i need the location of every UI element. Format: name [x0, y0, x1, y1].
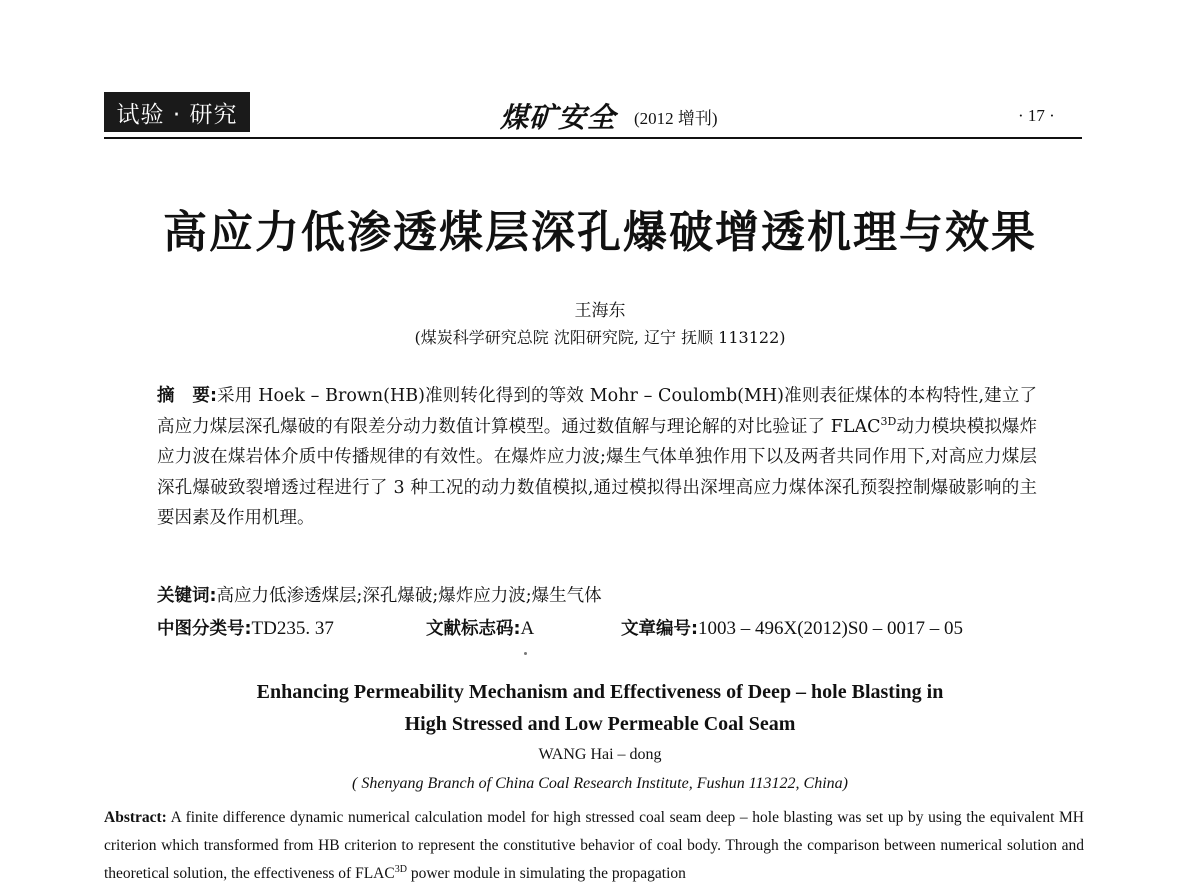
- abstract-en-label: Abstract:: [104, 809, 167, 826]
- affiliation-en: ( Shenyang Branch of China Coal Research Institute, Fushun 113122, China): [352, 775, 848, 792]
- abstract-en: [104, 804, 1084, 888]
- abstract-cn-label: 摘 要:: [157, 386, 217, 406]
- clc-value: TD235. 37: [251, 618, 334, 639]
- clc-number: [157, 615, 334, 640]
- affiliation-cn: (煤炭科学研究总院 沈阳研究院, 辽宁 抚顺 113122): [414, 328, 786, 347]
- article-no-value: 1003 – 496X(2012)S0 – 0017 – 05: [698, 618, 963, 639]
- doc-code-label: 文献标志码:: [426, 619, 521, 639]
- author-en: WANG Hai – dong: [538, 746, 662, 763]
- keywords-text: 高应力低渗透煤层;深孔爆破;爆炸应力波;爆生气体: [216, 586, 602, 606]
- author-cn: 王海东: [574, 301, 626, 321]
- paper-title-cn: 高应力低渗透煤层深孔爆破增透机理与效果: [163, 207, 1037, 258]
- page-number: · 17 ·: [1018, 106, 1055, 125]
- doc-code-value: A: [520, 618, 535, 639]
- keywords-cn: [157, 582, 602, 607]
- scan-speck: [524, 652, 527, 655]
- abstract-en-sup: 3D: [394, 863, 407, 875]
- header-rule: [104, 137, 1082, 139]
- paper-title-en-line2: High Stressed and Low Permeable Coal Seam: [404, 713, 796, 735]
- clc-label: 中图分类号:: [157, 619, 252, 639]
- journal-name: 煤矿安全: [500, 101, 617, 134]
- section-label: 试验 · 研究: [104, 92, 250, 132]
- abstract-en-text-2: power module in simulating the propagation: [406, 865, 686, 882]
- abstract-cn-sup: 3D: [880, 414, 897, 428]
- abstract-cn-text-2: 动力模块模拟爆炸应力波在煤岩体介质中传播规律的有效性。在爆炸应力波;爆生气体单独作用下以及两者共同作用下,对高应力煤层深孔爆破致裂增透过程进行了 3 种工况的动力数值模拟,通过模拟得出深埋高应力煤体深孔预裂控制爆破影响的主要因素及作用机理。: [157, 416, 1037, 528]
- abstract-en-text-1: A finite difference dynamic numerical calculation model for high stressed coal seam deep – hole blasting was set up by using the equivalent MH criterion which transformed from HB criterion to represent the constitutive behavior of coal body. Through the comparison between numerical solution and theoretical solution, the effectiveness of FLAC: [104, 809, 1084, 882]
- paper-title-en-line1: Enhancing Permeability Mechanism and Effectiveness of Deep – hole Blasting in: [256, 681, 944, 703]
- document-code: [426, 615, 534, 640]
- abstract-cn-text-1: 采用 Hoek – Brown(HB)准则转化得到的等效 Mohr – Coulomb(MH)准则表征煤体的本构特性,建立了高应力煤层深孔爆破的有限差分动力数值计算模型。通过数值解与理论解的对比验证了 FLAC: [157, 386, 1037, 437]
- article-number: [621, 615, 963, 640]
- article-no-label: 文章编号:: [621, 619, 698, 639]
- journal-issue: (2012 增刊): [634, 109, 718, 128]
- abstract-cn: [157, 381, 1037, 534]
- keywords-label: 关键词:: [157, 586, 217, 606]
